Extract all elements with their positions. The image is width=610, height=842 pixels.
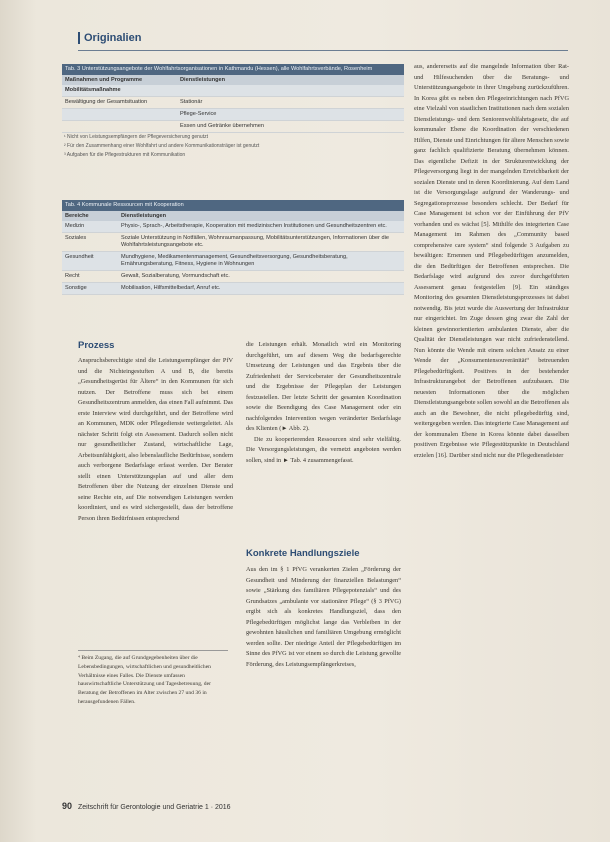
- table-row: [62, 121, 404, 133]
- heading-goals: Konkrete Handlungsziele: [246, 548, 360, 559]
- journal-name: Zeitschrift für Gerontologie und Geriatrie 1 · 2016: [78, 804, 231, 811]
- table-4-col-a: Bereiche: [65, 213, 89, 219]
- table-cell: Physio-, Sprach-, Arbeitstherapie, Kooperation mit medizinischen Institutionen und Gesundheitszentren etc.: [121, 223, 387, 229]
- heading-process: Prozess: [78, 340, 115, 351]
- table-3-note: ³ Aufgaben für die Pflegestrukturen mit Kommunikation: [64, 152, 186, 158]
- table-cell: Recht: [65, 273, 80, 279]
- table-row: [62, 283, 404, 295]
- table-cell: Soziales: [65, 235, 87, 241]
- table-4-header: [62, 211, 404, 221]
- table-cell: Mundhygiene, Medikamentenmanagement, Gesundheitsversorgung, Gesundheitsberatung, Ernährungsberatung, Fitness, Hygiene in Wohnungen: [121, 254, 348, 267]
- table-row: [62, 109, 404, 121]
- column-2b-text: [246, 565, 401, 790]
- table-3-col-a: Maßnahmen und Programme: [65, 77, 143, 83]
- table-row: [62, 97, 404, 109]
- table-3-note: ² Für den Zusammenhang einer Wohlfahrt und andere Kommunikationsträger ist genutzt: [64, 143, 260, 149]
- table-row: [62, 252, 404, 271]
- table-3-caption: Tab. 3 Unterstützungsangebote der Wohlfahrtsorganisationen in Kathmandu (Hessen), alle Wohlfahrtsverbände, Rosenheim: [62, 64, 404, 75]
- table-row: [62, 85, 404, 97]
- table-4-caption: Tab. 4 Kommunale Ressourcen mit Kooperation: [62, 200, 404, 211]
- paragraph: Aus den im § 1 PfVG verankerten Zielen „Förderung der Gesundheit und Minderung der finanziellen Belastungen“ sowie „Stärkung des familiären Pflegepotenzials“ und des Grundsatzes „ambulante vor stationärer Pflege“ (§ 3 PfVG) ergibt sich als konkretes Handlungsziel, dass den Pflegebedürftigen möglichst lange das Verbleiben in der gewohnten häuslichen und familiären Umgebung ermöglicht werden sollte. Der niedrige Anteil der Pflegebedürftigen im Sinne des PfVG ist vor einem so durch die Leistung gewollte Förderung, des Leistungsempfängerkreises,: [246, 566, 401, 668]
- table-3-col-b: Dienstleistungen: [180, 77, 226, 83]
- table-row: [62, 233, 404, 252]
- table-cell: Sonstige: [65, 285, 87, 291]
- table-3-header: [62, 75, 404, 85]
- table-4-col-b: Dienstleistungen: [121, 213, 167, 219]
- table-cell: Essen und Getränke übernehmen: [180, 123, 264, 129]
- page-number: 90: [62, 801, 73, 811]
- table-cell: Medizin: [65, 223, 85, 229]
- page-footer: [62, 801, 231, 811]
- header-rule: [78, 50, 568, 51]
- column-1-text: [78, 356, 233, 646]
- table-cell: Mobilitätsmaßnahme: [65, 87, 121, 93]
- table-3: [62, 64, 404, 160]
- table-4: [62, 200, 404, 295]
- table-cell: [65, 111, 180, 118]
- table-cell: Stationär: [180, 99, 203, 105]
- table-cell: [65, 123, 180, 130]
- table-3-note: ¹ Nicht von Leistungsempfängern der Pflegeversicherung genutzt: [64, 134, 208, 140]
- footnote: ⁴ Beim Zugang, die auf Grundgegebenheiten über die Lebensbedingungen, wirtschaftlichen und gesundheitlichen Verhältnisse eines Falles. Die Dienste umfassen hauswirtschaftliche Unterstützung und Tagesbetreuung, der Beratung der Betroffenen im Alter zwischen 27 und 36 in herausgefundenen Fällen.: [78, 650, 228, 707]
- table-cell: Gewalt, Sozialberatung, Vormundschaft etc.: [121, 273, 230, 279]
- paragraph: Anspruchsberechtigte sind die Leistungsempfänger der PfV und die Nichteingestuften A und B, die bereits „Gesundheitsgerüst für Ältere“ in den Kommunen für sich nutzen. Der Betroffene muss sich bei einem Gesundheitszentrum anmelden, das einen Fall aufnimmt. Das erste Interview wird durchgeführt, und der Betroffene wird an Kommunen, MDK oder Pflegedienste weitergeleitet. Als nächster Schritt folgt ein Assessment. Dadurch sollen nicht nur gesundheitlicher Zustand, wirtschaftliche Lage, Arbeitsunfähigkeit, also lebenslaufliche Bedürfnisse, sondern auch verborgene Bedarfslage erfasst werden. Der Berater stellt einen Unterstützungsplan auf und aller dem Betroffenen über die Nutzung der einzelnen Dienste und seine Rechte ein, auf Die notwendigen Leistungen werden koordiniert, und es wird sichergestellt, dass der betroffene Person ihren Bedürfnissen entsprechend: [78, 357, 233, 522]
- column-3-text: [414, 62, 569, 790]
- paragraph: die Leistungen erhält. Monatlich wird ein Monitoring durchgeführt, um auf diesem Weg die bedarfsgerechte Umsetzung der Leistungen und das Ergebnis über die Zufriedenheit der Serviceberater der Gesundheitszentrale und die Ergebnisse der Pflegeplan der Leistungen festzustellen. Der letzte Schritt der gesamten Koordination sowie die Beendigung des Case Management oder ein nachfolgendes Intervention wegen veränderter Bedarfslage des Klienten (► Abb. 2).: [246, 341, 401, 432]
- section-label: Originalien: [78, 32, 141, 44]
- table-cell: [180, 87, 401, 94]
- paragraph: aus, andererseits auf die mangelnde Information über Rat- und Hilfesuchenden über die Beratungs- und Unterstützungsangebote in ihrer Umgebung zurückzuführen. In Korea gibt es neben den Pflegeeinrichtungen nach PfVG eine Vielzahl von staatlichen Institutionen nach dem sozialen Dienstleistungs- und dem Seniorenwohlfahrtsgesetz, die auf kommunaler Ebene die Koordination der verschiedenen Hilfen, Dienste und Einrichtungen für ältere Menschen sowie ganz fachlich qualifizierte Beratung übernehmen können. Das eigentliche Defizit in der Strukturentwicklung der Pflegeversorgung liegt in der mangelnden Erreichbarkeit der sozialen Dienste und in deren Koordinierung. Auf dem Land ist die Versorgungslage aufgrund der Wanderungs- und Segregationsprozesse besonders schlecht. Der Bedarf für Case Management ist schon vor der Einführung der PfV vorhanden und es wächst [5]. Mithilfe des integrierten Case Management im Rahmen des „Community based comprehensive care system“ sind folgende 3 Aufgaben zu bewältigen: Ernennen und Pflegebedürftigen anzumelden, die den Bedürftigen der Betroffenen entsprechen. Die Bedarfslage wird aufgrund des zuvor durchgeführten Assessment genau festgestellen [9]. Ein ständiges Monitoring des gesamten Dienstleistungsprozesses ist dabei notwendig. Bis jetzt wurde die Auswertung der Infrastruktur nur eingerichtet. Im Zuge dessen ging zwar die Zahl der kleinen gewinnorientierten ambulanten Dienste, aber die Qualität der Dienstleistungen war nicht zufriedenstellend. Nun könnte die Wende mit einem solchen Ansatz zu einer Wende der „Konsumentensouveränität“ betreuenden Pflegebedürftigkeit. Positives in der bestehender Infrastrukturangebot der Betroffenen aufzubauen. Die neuesten Informationen über die möglichen Dienstleistungsangebote sollen sowohl an die Betroffenen als auch an die Bewohner, die nicht pflegebedürftig sind, weitergegeben werden. Das integrierte Case Management auf der kommunalen Ebene in Korea könnte dabei dasselben positiven Ergebnisse wie Pflegestützpunkte in Deutschland erzielen [16]. Darüber sind nicht nur die Pflegedienstleister: [414, 63, 569, 459]
- column-2-text: [246, 340, 401, 540]
- table-cell: Gesundheit: [65, 254, 94, 260]
- table-cell: Mobilisation, Hilfsmittelbedarf, Anruf etc.: [121, 285, 221, 291]
- table-row: [62, 221, 404, 233]
- table-row: [62, 271, 404, 283]
- table-cell: Bewältigung der Gesamtsituation: [65, 99, 148, 105]
- table-cell: Pflege-Service: [180, 111, 217, 117]
- paragraph: Die zu kooperierenden Ressourcen sind sehr vielfältig. Die Versorgungsleistungen, die vernetzt angeboten werden sollen, sind in ► Tab. 4 zusammengefasst.: [246, 435, 401, 464]
- table-cell: Soziale Unterstützung in Notfällen, Wohnraumanpassung, Mobilitätsunterstützungen, Informationen über die Wohlfahrtsleistungsangebote etc.: [121, 235, 389, 248]
